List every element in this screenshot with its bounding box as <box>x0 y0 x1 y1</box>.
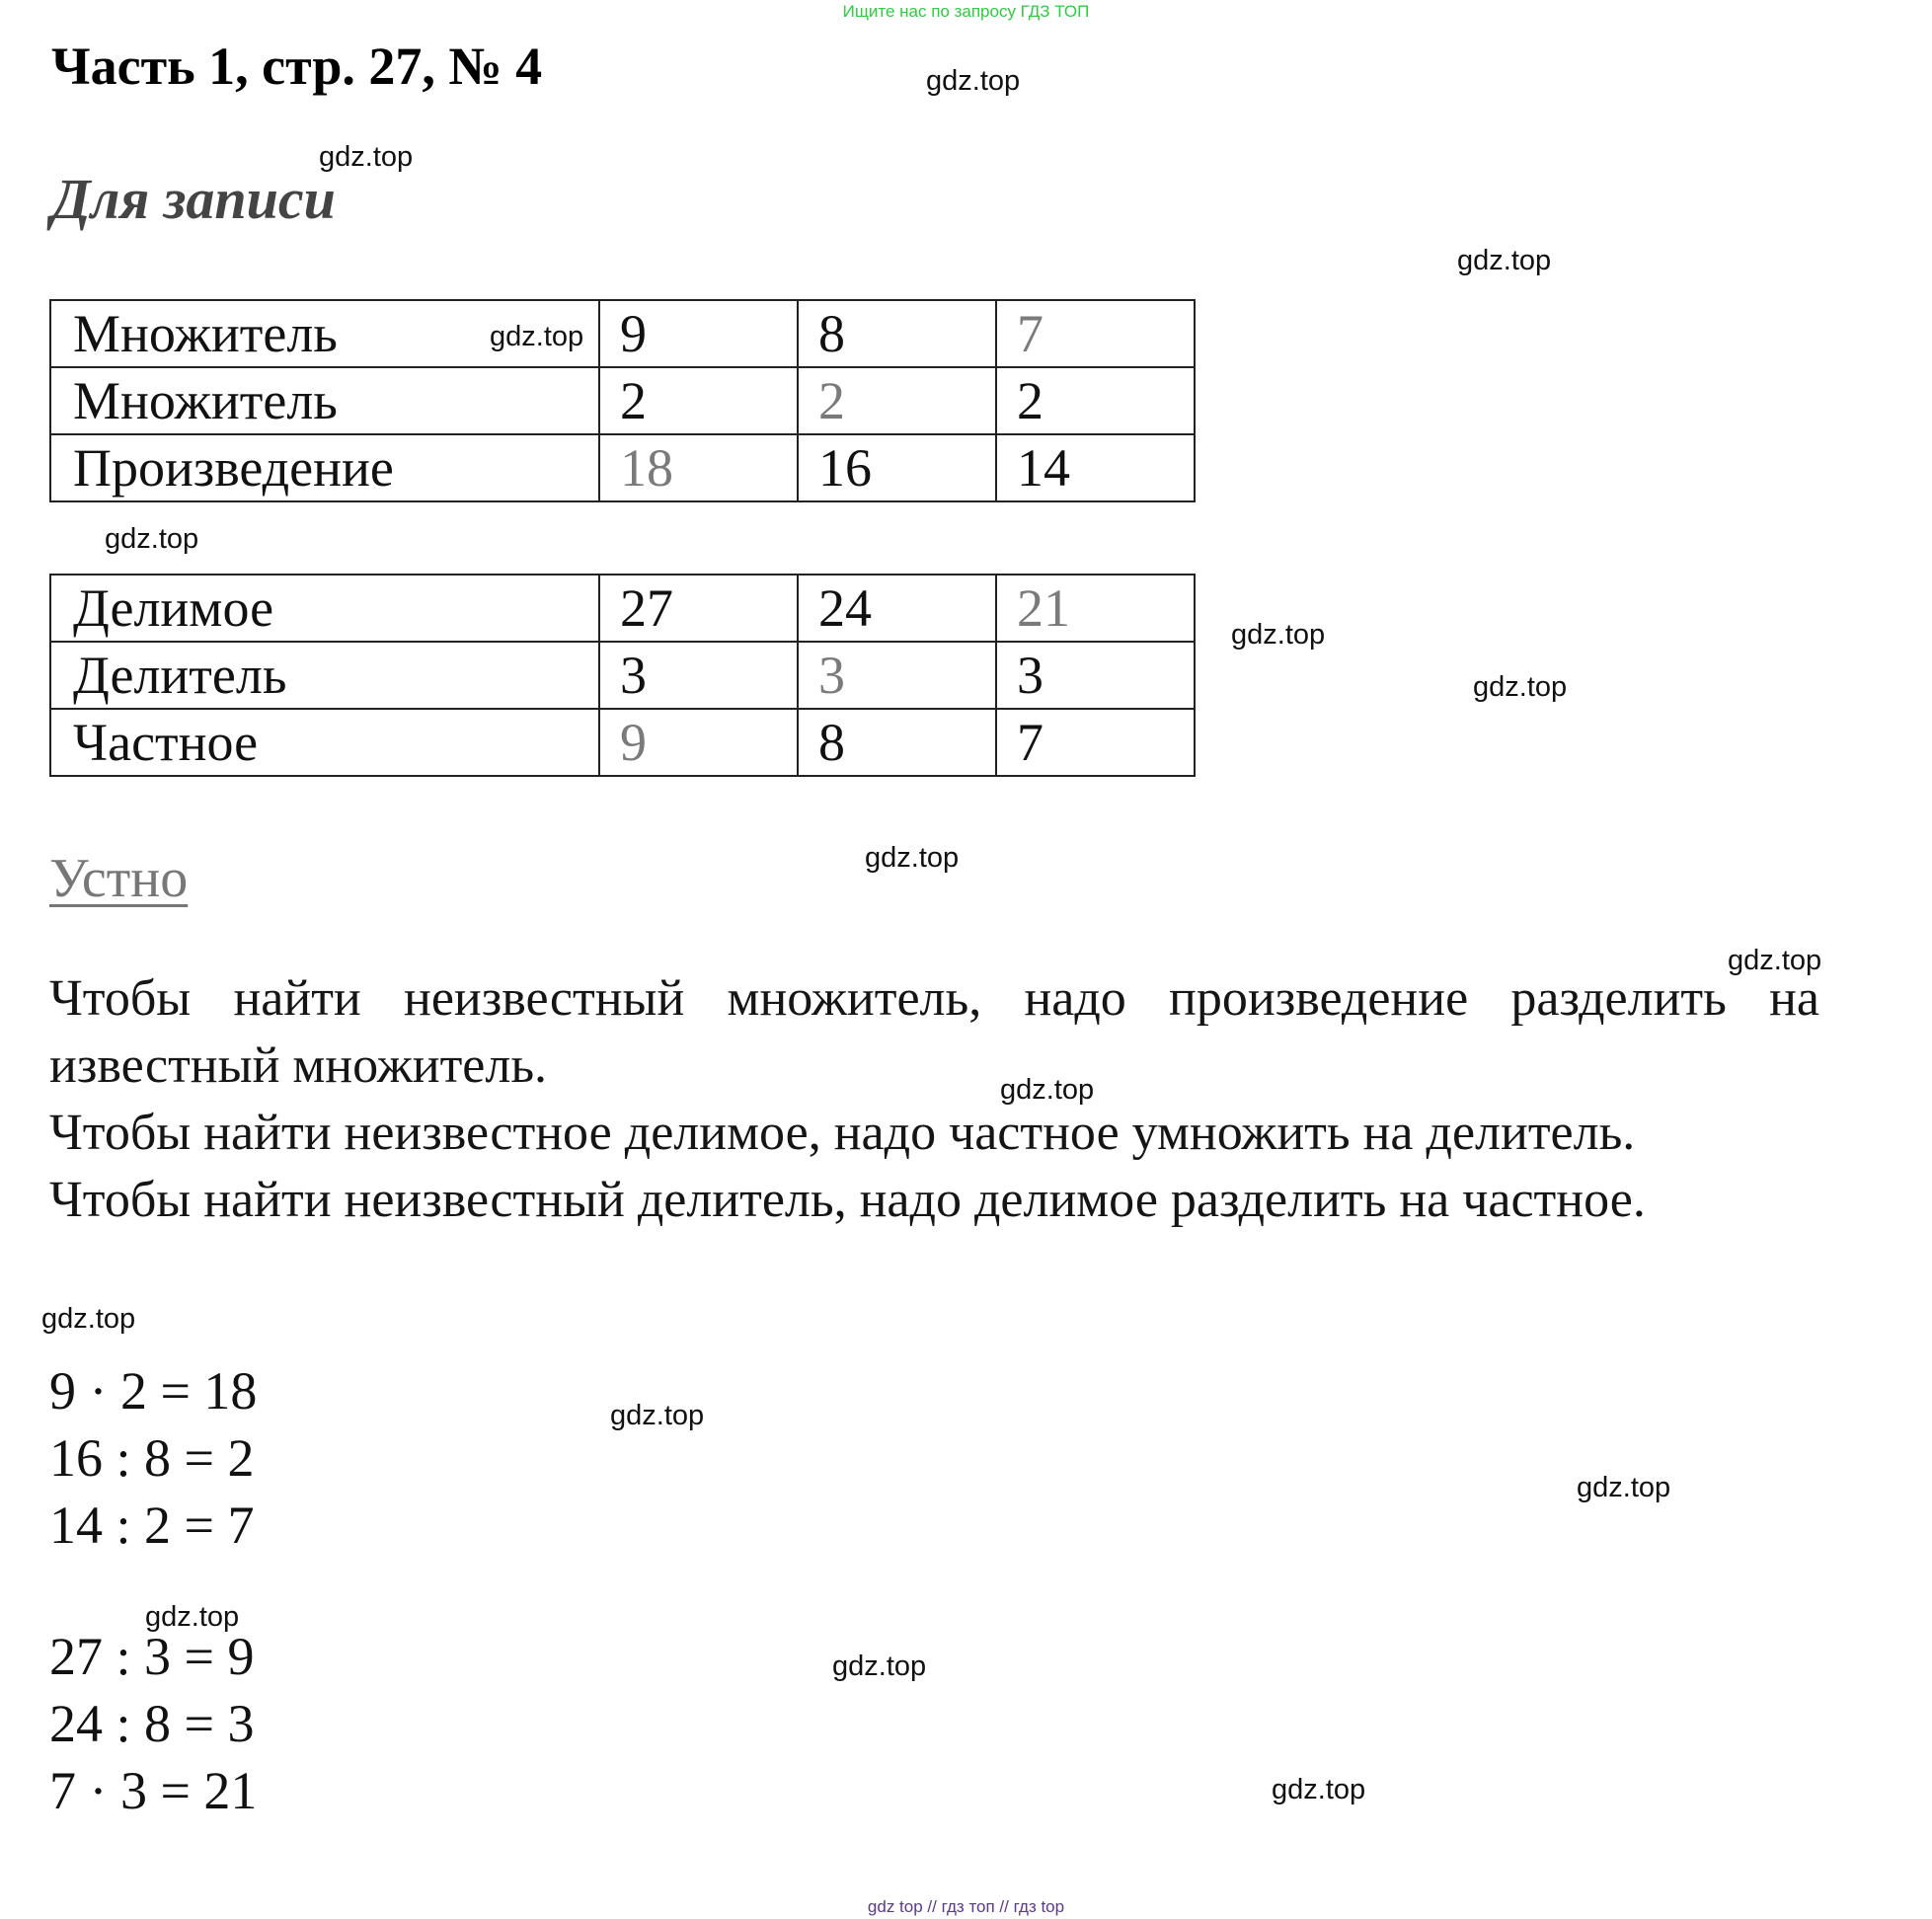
watermark: gdz.top <box>1231 619 1326 651</box>
watermark: gdz.top <box>1272 1774 1366 1805</box>
page-title: Часть 1, стр. 27, № 4 <box>51 37 543 96</box>
table-row <box>50 434 1195 501</box>
table-cell: 21 <box>996 575 1195 642</box>
watermark: gdz.top <box>105 523 199 555</box>
rules-text <box>49 965 1819 1234</box>
watermark: gdz.top <box>41 1303 136 1335</box>
table-row <box>50 709 1195 776</box>
watermark: gdz.top <box>145 1601 240 1633</box>
table-row <box>50 300 1195 367</box>
table-cell: 9 <box>599 300 798 367</box>
table-cell: 3 <box>599 642 798 709</box>
table-cell: 18 <box>599 434 798 501</box>
table-cell: 7 <box>996 300 1195 367</box>
table-cell: 2 <box>996 367 1195 434</box>
table-cell: 3 <box>798 642 996 709</box>
row-label: Частное <box>50 709 599 776</box>
equation: 7 · 3 = 21 <box>49 1761 258 1820</box>
table-cell: 9 <box>599 709 798 776</box>
bottom-banner: gdz top // гдз топ // гдз top <box>867 1897 1065 1916</box>
table-cell: 3 <box>996 642 1195 709</box>
row-label: Множитель <box>50 300 599 367</box>
table-cell: 27 <box>599 575 798 642</box>
rule-divisor: Чтобы найти неизвестный делитель, надо делимое разделить на частное. <box>49 1172 1646 1228</box>
watermark: gdz.top <box>1457 245 1552 276</box>
watermark: gdz.top <box>1000 1074 1095 1106</box>
watermark: gdz.top <box>1473 671 1568 703</box>
table-cell: 14 <box>996 434 1195 501</box>
watermark: gdz.top <box>490 321 584 352</box>
multiplication-table <box>49 299 1196 502</box>
watermark: gdz.top <box>610 1400 705 1431</box>
division-table <box>49 574 1196 777</box>
table-cell: 8 <box>798 300 996 367</box>
row-label: Делимое <box>50 575 599 642</box>
table-cell: 2 <box>599 367 798 434</box>
watermark: gdz.top <box>1728 945 1822 976</box>
rule-multiplier: Чтобы найти неизвестный множитель, надо произведение разделить на известный множитель. <box>49 970 1819 1094</box>
watermark: gdz.top <box>832 1650 927 1682</box>
watermark: gdz.top <box>926 65 1021 97</box>
table-cell: 24 <box>798 575 996 642</box>
equation: 14 : 2 = 7 <box>49 1496 255 1555</box>
section-heading-written: Для записи <box>51 167 336 231</box>
row-label: Множитель <box>50 367 599 434</box>
row-label: Делитель <box>50 642 599 709</box>
top-banner: Ищите нас по запросу ГДЗ ТОП <box>842 2 1090 21</box>
table-cell: 8 <box>798 709 996 776</box>
watermark: gdz.top <box>319 141 414 173</box>
equation: 27 : 3 = 9 <box>49 1627 255 1686</box>
table-row <box>50 367 1195 434</box>
equation: 16 : 8 = 2 <box>49 1428 255 1488</box>
equation: 24 : 8 = 3 <box>49 1694 255 1753</box>
table-cell: 2 <box>798 367 996 434</box>
section-heading-oral: Устно <box>49 848 189 909</box>
table-cell: 16 <box>798 434 996 501</box>
rule-dividend: Чтобы найти неизвестное делимое, надо частное умножить на делитель. <box>49 1105 1636 1161</box>
table-cell: 7 <box>996 709 1195 776</box>
watermark: gdz.top <box>865 842 960 874</box>
table-row <box>50 575 1195 642</box>
watermark: gdz.top <box>1577 1472 1671 1503</box>
equation: 9 · 2 = 18 <box>49 1361 258 1420</box>
row-label: Произведение <box>50 434 599 501</box>
table-row <box>50 642 1195 709</box>
